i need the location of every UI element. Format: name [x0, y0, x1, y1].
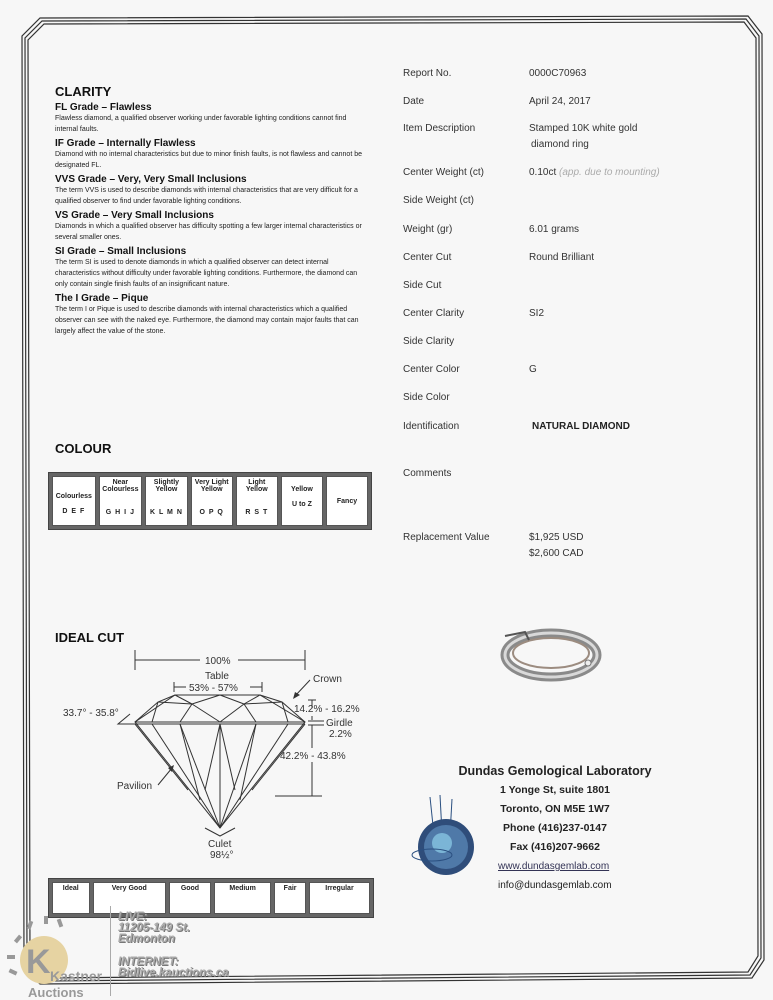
lab-fax: Fax (416)207-9662: [510, 841, 600, 853]
center-weight-note: (app. due to mounting): [559, 167, 660, 178]
cut-grade-irregular: Irregular: [309, 882, 370, 914]
clarity-grade-si: [55, 246, 370, 290]
replacement-value-cad: $2,600 CAD: [529, 548, 584, 559]
report-no-value: 0000C70963: [529, 68, 587, 79]
ring-photo: [495, 622, 605, 684]
watermark-text: [118, 912, 229, 979]
identification-label: Identification: [403, 421, 460, 432]
colour-cell-slightly-yellow: Slightly Yellow K L M N: [145, 476, 187, 526]
side-clarity-label: Side Clarity: [403, 336, 455, 347]
clarity-grade-i: [55, 293, 370, 337]
cut-grade-good: Good: [169, 882, 211, 914]
grade-description: The term SI is used to denote diamonds in which a qualified observer can detect internal characteristics without difficulty under favorable lighting conditions. Furthermore, the diamond can only contain single finish faults of an insignificant nature.: [55, 259, 358, 288]
clarity-grade-vvs: [55, 174, 370, 207]
diagram-crown-label: Crown: [313, 674, 342, 685]
clarity-grade-if: [55, 138, 370, 171]
diagram-girdle-label: Girdle: [326, 718, 353, 729]
grade-description: The term VVS is used to describe diamonds with internal characteristics that are very difficult for a qualified observer to find under favorable lighting conditions.: [55, 187, 358, 205]
cut-grade-ideal: Ideal: [52, 882, 90, 914]
diagram-pavilion-label: Pavilion: [117, 781, 153, 792]
center-clarity-value: SI2: [529, 308, 545, 319]
lab-phone: Phone (416)237-0147: [503, 822, 607, 834]
grade-title: VVS Grade – Very, Very Small Inclusions: [55, 174, 247, 185]
watermark-internet-label: INTERNET:: [118, 956, 179, 968]
lab-name: Dundas Gemological Laboratory: [458, 764, 652, 778]
side-color-label: Side Color: [403, 392, 450, 403]
center-color-value: G: [529, 364, 537, 375]
colour-cell-light-yellow: Light Yellow R S T: [236, 476, 278, 526]
colour-cell-near-colourless: Near Colourless G H I J: [99, 476, 143, 526]
diagram-crown-height: 14.2% - 16.2%: [294, 704, 360, 715]
diagram-girdle-value: 2.2%: [329, 729, 352, 740]
grade-description: The term I or Pique is used to describe diamonds with internal characteristics which a qualified observer can see with the naked eye. Furthermore, the diamond may contain major faults that can largely affect the value of the stone.: [55, 306, 359, 335]
grade-title: SI Grade – Small Inclusions: [55, 246, 187, 257]
grade-description: Diamonds in which a qualified observer has difficulty spotting a few larger internal characteristics or several smaller ones.: [55, 223, 362, 241]
lab-website-link[interactable]: www.dundasgemlab.com: [498, 861, 610, 872]
grade-title: VS Grade – Very Small Inclusions: [55, 210, 214, 221]
lab-email-link[interactable]: info@dundasgemlab.com: [498, 880, 612, 891]
diagram-culet-label: Culet: [208, 839, 232, 850]
center-weight-value: [529, 167, 660, 178]
clarity-title: CLARITY: [55, 84, 112, 99]
item-description-label: Item Description: [403, 123, 476, 134]
replacement-value-usd: $1,925 USD: [529, 532, 584, 543]
kastner-auctions-logo: [4, 915, 114, 1000]
colour-scale-table: [48, 472, 372, 530]
ideal-cut-title: IDEAL CUT: [55, 630, 125, 645]
weight-gr-label: Weight (gr): [403, 224, 453, 235]
center-cut-value: Round Brilliant: [529, 252, 595, 263]
diamond-proportions-diagram: [40, 640, 380, 861]
cut-grade-medium: Medium: [214, 882, 271, 914]
diagram-pavilion-depth: 42.2% - 43.8%: [280, 751, 346, 762]
lab-address2: Toronto, ON M5E 1W7: [500, 803, 610, 815]
svg-text:Auctions: Auctions: [28, 985, 84, 1000]
grade-description: Flawless diamond, a qualified observer working under favorable lighting conditions cannot find internal faults.: [55, 115, 347, 133]
colour-cell-fancy: Fancy: [326, 476, 368, 526]
watermark-divider: [110, 906, 111, 996]
grade-title: The I Grade – Pique: [55, 293, 149, 304]
replacement-value-label: Replacement Value: [403, 532, 490, 543]
clarity-grade-fl: [55, 102, 370, 135]
weight-gr-value: 6.01 grams: [529, 224, 580, 235]
diagram-width-label: 100%: [205, 656, 231, 667]
lab-info: [440, 762, 670, 895]
side-cut-label: Side Cut: [403, 280, 442, 291]
colour-cell-colourless: Colourless D E F: [52, 476, 96, 526]
comments-label: Comments: [403, 468, 452, 479]
center-cut-label: Center Cut: [403, 252, 452, 263]
diagram-culet-value: 98½°: [210, 850, 234, 861]
cut-grade-very-good: Very Good: [93, 882, 166, 914]
watermark-live-address2: Edmonton: [118, 933, 175, 945]
grade-title: IF Grade – Internally Flawless: [55, 138, 196, 149]
watermark-live-address1: 11205-149 St.: [118, 922, 191, 934]
item-description-value: Stamped 10K white gold: [529, 123, 638, 134]
grade-title: FL Grade – Flawless: [55, 102, 152, 113]
lab-address1: 1 Yonge St, suite 1801: [500, 784, 610, 796]
colour-cell-yellow: Yellow U to Z: [281, 476, 323, 526]
svg-text:K: K: [26, 943, 51, 981]
date-label: Date: [403, 96, 425, 107]
clarity-section: [55, 84, 370, 337]
diagram-crown-angle: 33.7° - 35.8°: [63, 708, 119, 719]
watermark-live-label: LIVE:: [118, 911, 148, 923]
center-clarity-label: Center Clarity: [403, 308, 465, 319]
center-weight-label: Center Weight (ct): [403, 167, 484, 178]
center-weight-amount: 0.10ct: [529, 167, 557, 178]
diagram-table-value: 53% - 57%: [189, 683, 238, 694]
center-color-label: Center Color: [403, 364, 460, 375]
diagram-table-label: Table: [205, 671, 229, 682]
identification-value: NATURAL DIAMOND: [532, 421, 630, 432]
cut-grade-fair: Fair: [274, 882, 306, 914]
side-weight-label: Side Weight (ct): [403, 195, 474, 206]
clarity-grade-vs: [55, 210, 370, 243]
colour-title: COLOUR: [55, 441, 112, 456]
grade-description: Diamond with no internal characteristics but due to minor finish faults, is not flawless and cannot be designated FL.: [55, 151, 362, 169]
watermark-internet-url: Bidlive.kauctions.ca: [118, 967, 229, 979]
date-value: April 24, 2017: [529, 96, 591, 107]
item-description-value-line2: diamond ring: [531, 139, 589, 150]
colour-cell-very-light-yellow: Very Light Yellow O P Q: [191, 476, 233, 526]
svg-text:Kastner: Kastner: [50, 968, 103, 984]
report-no-label: Report No.: [403, 68, 452, 79]
